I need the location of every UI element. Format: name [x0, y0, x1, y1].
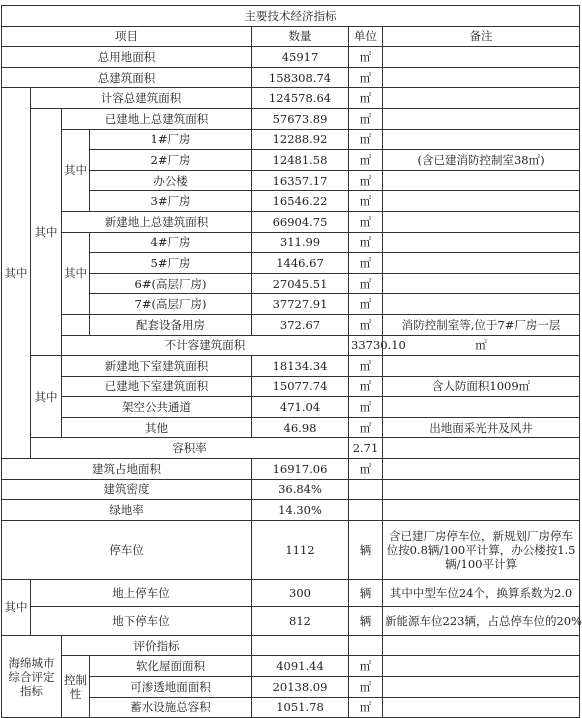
row-unit: ㎡: [349, 273, 383, 294]
group-label-built: 其中: [62, 129, 90, 211]
row-label: 1#厂房: [90, 129, 252, 150]
row-unit: ㎡: [349, 129, 383, 150]
row-unit: ㎡: [349, 170, 383, 191]
table-row: [2, 129, 580, 150]
row-label: 新建地下室建筑面积: [62, 356, 252, 377]
row-quantity: 1112: [252, 520, 349, 579]
table-row: [2, 335, 580, 356]
table-row: [2, 656, 580, 677]
table-row: [2, 579, 580, 606]
row-note: [383, 500, 580, 521]
table-row: [2, 376, 580, 397]
row-unit: ㎡: [349, 397, 383, 418]
row-quantity: 1446.67: [252, 253, 349, 274]
row-unit: [349, 500, 383, 521]
row-note: [383, 459, 580, 480]
header-quantity: 数量: [252, 26, 349, 47]
row-quantity: 124578.64: [252, 88, 349, 109]
row-label: 其他: [62, 417, 252, 438]
row-unit: ㎡: [349, 356, 383, 377]
row-quantity: 37727.91: [252, 294, 349, 315]
row-quantity: 471.04: [252, 397, 349, 418]
row-unit: ㎡: [349, 108, 383, 129]
row-quantity: 372.67: [252, 314, 349, 335]
row-label: 蓄水设施总容积: [90, 697, 252, 718]
row-label: 3#厂房: [90, 191, 252, 212]
row-unit: ㎡: [349, 294, 383, 315]
row-label: 总用地面积: [2, 47, 252, 68]
row-quantity: 812: [252, 606, 349, 635]
table-row: [2, 397, 580, 418]
group-label-outer: 其中: [2, 88, 31, 459]
header-item: 项目: [2, 26, 252, 47]
header-note: 备注: [383, 26, 580, 47]
row-note: 其中中型车位24个，换算系数为2.0: [383, 579, 580, 606]
row-note: [383, 88, 580, 109]
row-label: 配套设备用房: [90, 314, 252, 335]
row-unit: ㎡: [349, 67, 383, 88]
row-label: 不计容建筑面积: [62, 335, 349, 356]
row-quantity: 1051.78: [252, 697, 349, 718]
row-label: 建筑密度: [2, 479, 252, 500]
row-quantity: 66904.75: [252, 211, 349, 232]
row-label: 5#厂房: [90, 253, 252, 274]
row-label: 建筑占地面积: [2, 459, 252, 480]
row-label: 计容总建筑面积: [31, 88, 252, 109]
row-quantity: 2.71: [349, 438, 383, 459]
table-row: [2, 356, 580, 377]
table-row: [2, 438, 580, 459]
row-quantity: 311.99: [252, 232, 349, 253]
sponge-control-label: 控制性: [62, 656, 90, 718]
row-note: [383, 397, 580, 418]
row-note: [383, 232, 580, 253]
row-unit: ㎡: [349, 232, 383, 253]
row-quantity: 300: [252, 579, 349, 606]
row-quantity: 16546.22: [252, 191, 349, 212]
row-note: [383, 253, 580, 274]
row-unit: ㎡: [349, 191, 383, 212]
row-label: 6#(高层厂房): [90, 273, 252, 294]
row-note: 含已建厂房停车位，新规划厂房停车位按0.8辆/100平计算，办公楼按1.5辆/100平计算: [383, 520, 580, 579]
row-note: [383, 294, 580, 315]
row-unit: ㎡: [349, 314, 383, 335]
row-label: 已建地上总建筑面积: [62, 108, 252, 129]
table-row: [2, 47, 580, 68]
row-quantity: 16357.17: [252, 170, 349, 191]
row-note: 新能源车位223辆，占总停车位的20%: [383, 606, 580, 635]
row-unit: 辆: [349, 520, 383, 579]
table-row: [2, 108, 580, 129]
sponge-group-label: 海绵城市综合评定指标: [2, 635, 62, 717]
sponge-header: 评价指标: [62, 635, 252, 656]
row-note: [383, 356, 580, 377]
row-label: 地下停车位: [31, 606, 252, 635]
row-quantity: 12288.92: [252, 129, 349, 150]
row-quantity: 46.98: [252, 417, 349, 438]
row-note: [383, 191, 580, 212]
row-label: 新建地上总建筑面积: [62, 211, 252, 232]
table-row: [2, 520, 580, 579]
table-row: [2, 500, 580, 521]
row-label: 容积率: [31, 438, 349, 459]
technical-economic-indicators-table: [1, 5, 580, 718]
row-unit: ㎡: [349, 211, 383, 232]
row-unit: 辆: [349, 606, 383, 635]
row-unit: ㎡: [349, 88, 383, 109]
row-quantity: 36.84%: [252, 479, 349, 500]
row-unit: ㎡: [349, 253, 383, 274]
row-quantity: 20138.09: [252, 677, 349, 698]
header-unit: 单位: [349, 26, 383, 47]
table-row: [2, 459, 580, 480]
row-unit: ㎡: [349, 677, 383, 698]
row-note: [383, 47, 580, 68]
row-quantity: 16917.06: [252, 459, 349, 480]
row-note: [383, 129, 580, 150]
row-note: 消防控制室等,位于7#厂房一层: [383, 314, 580, 335]
table-row: [2, 606, 580, 635]
group-label-under: 其中: [31, 356, 62, 438]
table-title: 主要技术经济指标: [2, 6, 580, 27]
row-label: 可渗透地面面积: [90, 677, 252, 698]
row-note: [383, 67, 580, 88]
row-unit: ㎡: [349, 47, 383, 68]
row-label: 2#厂房: [90, 150, 252, 171]
row-unit: [349, 479, 383, 500]
table-row: [2, 211, 580, 232]
table-row: [2, 479, 580, 500]
row-quantity: 158308.74: [252, 67, 349, 88]
row-quantity: 12481.58: [252, 150, 349, 171]
table-row: [2, 88, 580, 109]
row-quantity: 33730.10: [349, 335, 383, 356]
row-label: 软化屋面面积: [90, 656, 252, 677]
group-label-inner: 其中: [31, 108, 62, 355]
row-quantity: 57673.89: [252, 108, 349, 129]
row-unit: ㎡: [349, 417, 383, 438]
row-label: 已建地下室建筑面积: [62, 376, 252, 397]
row-quantity: 45917: [252, 47, 349, 68]
row-unit: ㎡: [349, 459, 383, 480]
row-label: 办公楼: [90, 170, 252, 191]
row-quantity: 14.30%: [252, 500, 349, 521]
table-row: [2, 314, 580, 335]
table-row: [2, 417, 580, 438]
group-label-new: 其中: [62, 232, 90, 314]
row-unit: ㎡: [349, 656, 383, 677]
row-label: 停车位: [2, 520, 252, 579]
row-note: [383, 479, 580, 500]
header-row: [2, 26, 580, 47]
table-row: [2, 635, 580, 656]
row-note: [383, 108, 580, 129]
row-label: 总建筑面积: [2, 67, 252, 88]
row-unit: ㎡: [349, 150, 383, 171]
row-label: 绿地率: [2, 500, 252, 521]
row-unit: 辆: [349, 579, 383, 606]
row-note: (含已建消防控制室38㎡): [383, 150, 580, 171]
group-label-parking: 其中: [2, 579, 31, 635]
table-row: [2, 232, 580, 253]
row-unit: ㎡: [349, 697, 383, 718]
row-unit: ㎡: [383, 335, 580, 356]
table-row: [2, 67, 580, 88]
row-unit: [383, 438, 580, 459]
row-quantity: 4091.44: [252, 656, 349, 677]
row-label: 7#(高层厂房): [90, 294, 252, 315]
row-label: 架空公共通道: [62, 397, 252, 418]
row-label: 4#厂房: [90, 232, 252, 253]
row-quantity: 27045.51: [252, 273, 349, 294]
row-label: 地上停车位: [31, 579, 252, 606]
row-quantity: 15077.74: [252, 376, 349, 397]
row-note: [383, 273, 580, 294]
row-note: [383, 170, 580, 191]
row-note: 出地面采光井及风井: [383, 417, 580, 438]
row-quantity: 18134.34: [252, 356, 349, 377]
row-note: [383, 211, 580, 232]
row-unit: ㎡: [349, 376, 383, 397]
row-note: 含人防面积1009㎡: [383, 376, 580, 397]
